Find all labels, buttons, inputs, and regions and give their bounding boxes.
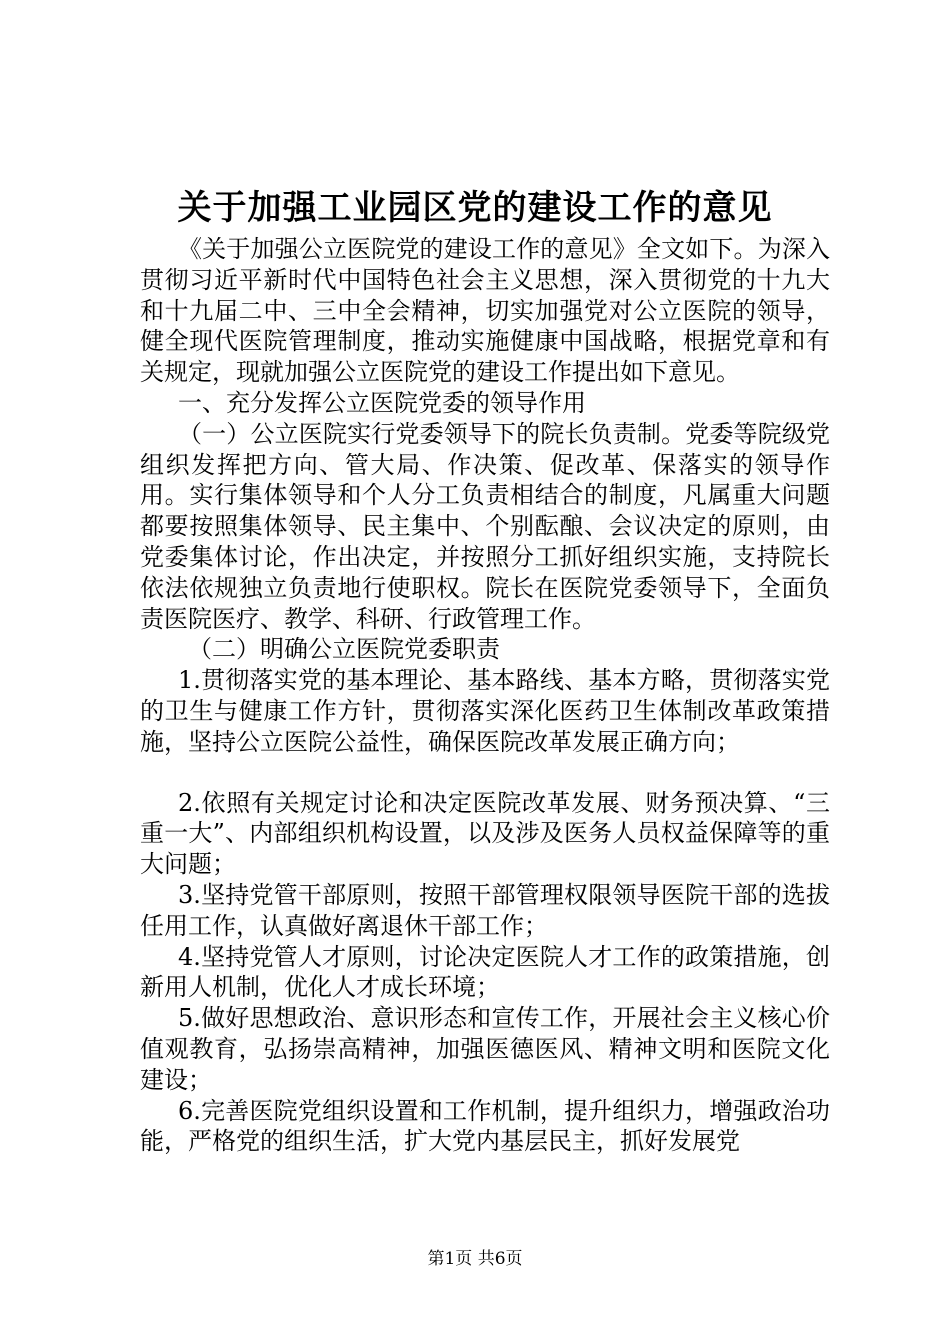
section-heading-1: 一、充分发挥公立医院党委的领导作用 xyxy=(178,388,586,417)
paragraph-item-1: （一）公立医院实行党委领导下的院长负责制。党委等院级党组织发挥把方向、管大局、作决策、促改革、保落实的领导作用。实行集体领导和个人分工负责相结合的制度，凡属重大问题都要按照集体领导、民主集中、个别酝酿、会议决定的原则，由党委集体讨论，作出决定，并按照分工抓好组织实施，支持院长依法依规独立负责地行使职权。院长在医院党委领导下，全面负责医院医疗、教学、科研、行政管理工作。 xyxy=(140,419,830,633)
list-item-6: 6.完善医院党组织设置和工作机制，提升组织力，增强政治功能，严格党的组织生活，扩大党内基层民主，抓好发展党 xyxy=(140,1096,830,1156)
list-item-1: 1.贯彻落实党的基本理论、基本路线、基本方略，贯彻落实党的卫生与健康工作方针，贯彻落实深化医药卫生体制改革政策措施，坚持公立医院公益性，确保医院改革发展正确方向； xyxy=(140,666,830,756)
list-item-5: 5.做好思想政治、意识形态和宣传工作，开展社会主义核心价值观教育，弘扬崇高精神，加强医德医风、精神文明和医院文化建设； xyxy=(140,1004,830,1094)
list-item-4: 4.坚持党管人才原则，讨论决定医院人才工作的政策措施，创新用人机制，优化人才成长环境； xyxy=(140,942,830,1002)
list-item-2: 2.依照有关规定讨论和决定医院改革发展、财务预决算、“三重一大”、内部组织机构设置，以及涉及医务人员权益保障等的重大问题； xyxy=(140,788,830,879)
page-number: 第1页 共6页 xyxy=(427,1249,523,1269)
document-title: 关于加强工业园区党的建设工作的意见 xyxy=(177,188,773,228)
paragraph-gap xyxy=(140,758,830,788)
list-item-3: 3.坚持党管干部原则，按照干部管理权限领导医院干部的选拔任用工作，认真做好离退休干部工作； xyxy=(140,880,830,940)
document-body xyxy=(140,234,830,1157)
subsection-heading-2: （二）明确公立医院党委职责 xyxy=(188,635,500,664)
intro-paragraph: 《关于加强公立医院党的建设工作的意见》全文如下。为深入贯彻习近平新时代中国特色社会主义思想，深入贯彻党的十九大和十九届二中、三中全会精神，切实加强党对公立医院的领导，健全现代医院管理制度，推动实施健康中国战略，根据党章和有关规定，现就加强公立医院党的建设工作提出如下意见。 xyxy=(140,235,830,387)
